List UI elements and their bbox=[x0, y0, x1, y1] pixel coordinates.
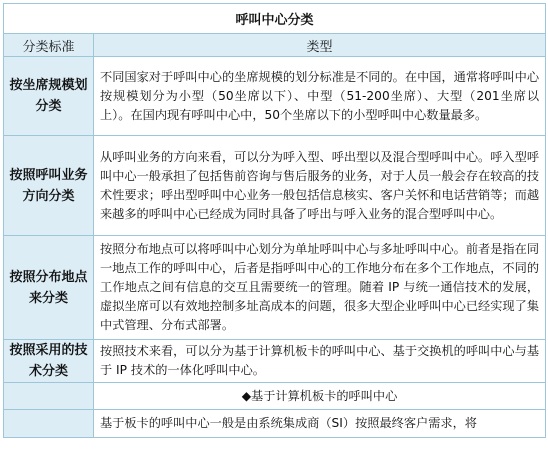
row-label-seat-scale: 按坐席规模划分类 bbox=[4, 57, 94, 136]
row-content-business-direction: 从呼叫业务的方向来看，可以分为呼入型、呼出型以及混合型呼叫中心。呼入型呼叫中心一般承担了包括售前咨询与售后服务的业务，对于人员一般会存在较高的技术性要求；呼出型呼叫中心业务一般包括信息核实、客户关怀和电话营销等；而越来越多的呼叫中心已经成为同时具备了呼出与呼入业务的混合型呼叫中心。 bbox=[94, 136, 546, 236]
table-row bbox=[4, 236, 546, 340]
row-label-location: 按照分布地点来分类 bbox=[4, 236, 94, 340]
header-row bbox=[4, 34, 546, 57]
row-content-technology: 按照技术来看，可以分为基于计算机板卡的呼叫中心、基于交换机的呼叫中心与基于 IP 技术的一体化呼叫中心。 bbox=[94, 340, 546, 383]
row-label-technology: 按照采用的技术分类 bbox=[4, 340, 94, 383]
row-content-location: 按照分布地点可以将呼叫中心划分为单址呼叫中心与多址呼叫中心。前者是指在同一地点工作的呼叫中心，后者是指呼叫中心的工作地分布在多个工作地点，不同的工作地点之间有信息的交互且需要统一的管理。随着 IP 与统一通信技术的发展，虚拟坐席可以有效地控制多址高成本的问题，很多大型企业呼叫中心已经实现了集中式管理、分布式部署。 bbox=[94, 236, 546, 340]
header-type: 类型 bbox=[94, 34, 546, 57]
empty-label-cell bbox=[4, 383, 94, 410]
table-row bbox=[4, 57, 546, 136]
table-row bbox=[4, 136, 546, 236]
title-row bbox=[4, 4, 546, 34]
table-row bbox=[4, 410, 546, 438]
table-title: 呼叫中心分类 bbox=[4, 4, 546, 34]
empty-label-cell bbox=[4, 410, 94, 438]
classification-table bbox=[3, 3, 546, 438]
header-criteria: 分类标准 bbox=[4, 34, 94, 57]
subheading-board-card: ◆基于计算机板卡的呼叫中心 bbox=[94, 383, 546, 410]
row-content-seat-scale: 不同国家对于呼叫中心的坐席规模的划分标准是不同的。在中国，通常将呼叫中心按规模划分为小型（50坐席以下）、中型（51-200坐席）、大型（201坐席以上）。在国内现有呼叫中心中，50个坐席以下的小型呼叫中心数量最多。 bbox=[94, 57, 546, 136]
table-row bbox=[4, 383, 546, 410]
row-label-business-direction: 按照呼叫业务方向分类 bbox=[4, 136, 94, 236]
paragraph-board-card: 基于板卡的呼叫中心一般是由系统集成商（SI）按照最终客户需求，将 bbox=[94, 410, 546, 438]
table-row bbox=[4, 340, 546, 383]
